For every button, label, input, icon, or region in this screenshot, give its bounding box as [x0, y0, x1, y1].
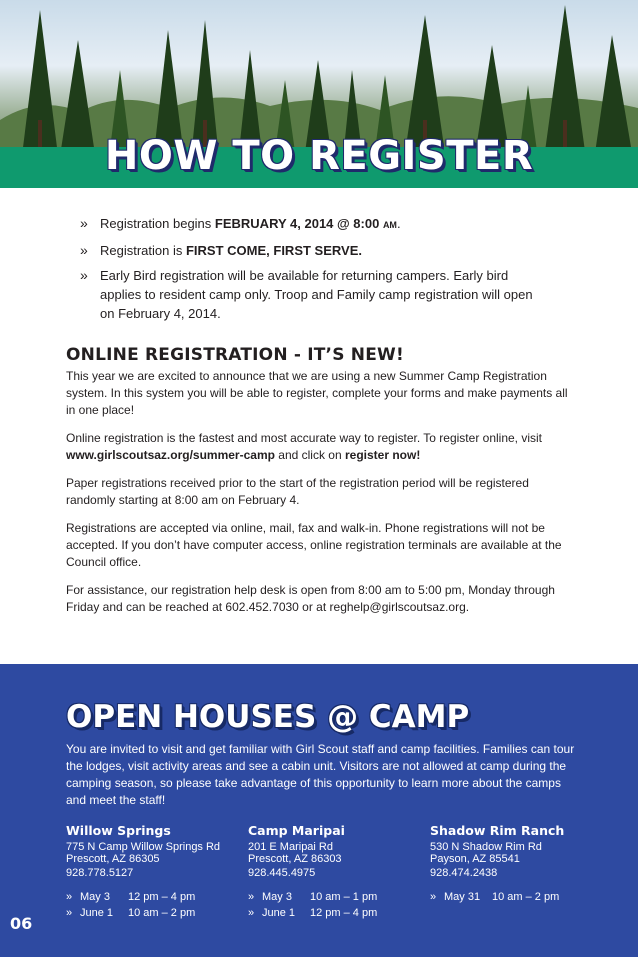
bullet-text: Registration is FIRST COME, FIRST SERVE. [100, 243, 362, 258]
bullet-text: Registration begins FEBRUARY 4, 2014 @ 8:00 AM. [100, 216, 401, 231]
online-paragraph-3: Paper registrations received prior to the start of the registration period will be registered randomly starting at 8:00 am on February 4. [66, 476, 529, 507]
registration-bullets [80, 214, 540, 329]
online-registration-section [66, 345, 574, 627]
schedule-row: » May 31 10 am – 2 pm [430, 891, 560, 903]
online-registration-heading: ONLINE REGISTRATION - IT’S NEW! [66, 345, 404, 365]
register-now-text: register now! [345, 448, 421, 462]
bullet-item [80, 214, 540, 235]
bullet-marker: » [80, 242, 88, 258]
open-houses-heading: OPEN HOUSES @ CAMP [66, 699, 470, 735]
camp-name: Shadow Rim Ranch [430, 823, 565, 838]
summer-camp-link[interactable]: www.girlscoutsaz.org/summer-camp [66, 448, 275, 462]
camp-address-line-1: 530 N Shadow Rim Rd [430, 841, 542, 853]
online-paragraph-2: Online registration is the fastest and most accurate way to register. To register online, visit www.girlscoutsaz.org/summer-camp and click on register now! [66, 431, 543, 462]
camp-address-line-2: Payson, AZ 85541 [430, 853, 520, 865]
open-houses-intro: You are invited to visit and get familiar with Girl Scout staff and camp facilities. Families can tour the lodges, visit activity areas and see a cabin unit. Visitors are not allowed at camp during the camping season, so please take advantage of this opportunity to learn more about the camps and meet the staff! [66, 742, 575, 807]
camp-schedule [66, 889, 246, 921]
camp-address-line-2: Prescott, AZ 86305 [66, 853, 160, 865]
camp-phone: 928.778.5127 [66, 867, 134, 879]
camp-schedule [248, 889, 428, 921]
page-title: HOW TO REGISTER [104, 133, 534, 179]
camp-address-line-2: Prescott, AZ 86303 [248, 853, 342, 865]
bullet-item [80, 241, 540, 260]
camp-address-line-1: 201 E Maripai Rd [248, 841, 333, 853]
online-paragraph-4: Registrations are accepted via online, mail, fax and walk-in. Phone registrations will not be accepted. If you don’t have computer access, online registration terminals are available at the Council office. [66, 521, 562, 569]
online-paragraph-5: For assistance, our registration help desk is open from 8:00 am to 5:00 pm, Monday through Friday and can be reached at 602.452.7030 or at reghelp@girlscoutsaz.org. [66, 583, 555, 614]
camp-schedule [430, 889, 610, 905]
camp-willow-springs [66, 823, 246, 921]
schedule-row: » June 1 12 pm – 4 pm [248, 907, 378, 919]
camp-phone: 928.445.4975 [248, 867, 316, 879]
schedule-row: » May 3 12 pm – 4 pm [66, 891, 196, 903]
online-paragraph-1: This year we are excited to announce that we are using a new Summer Camp Registration system. In this system you will be able to register, complete your forms and make payments all in one place! [66, 369, 568, 417]
schedule-row: » May 3 10 am – 1 pm [248, 891, 378, 903]
camp-phone: 928.474.2438 [430, 867, 498, 879]
camp-maripai [248, 823, 428, 921]
bullet-text: Early Bird registration will be available for returning campers. Early bird applies to resident camp only. Troop and Family camp registration will open on February 4, 2014. [100, 268, 533, 321]
camp-address-line-1: 775 N Camp Willow Springs Rd [66, 841, 221, 853]
page-number: 06 [10, 914, 33, 933]
schedule-row: » June 1 10 am – 2 pm [66, 907, 196, 919]
bullet-marker: » [80, 215, 88, 231]
bullet-item [80, 266, 540, 323]
camp-name: Camp Maripai [248, 823, 345, 838]
camp-name: Willow Springs [66, 823, 171, 838]
camp-shadow-rim-ranch [430, 823, 610, 905]
bullet-marker: » [80, 267, 88, 283]
